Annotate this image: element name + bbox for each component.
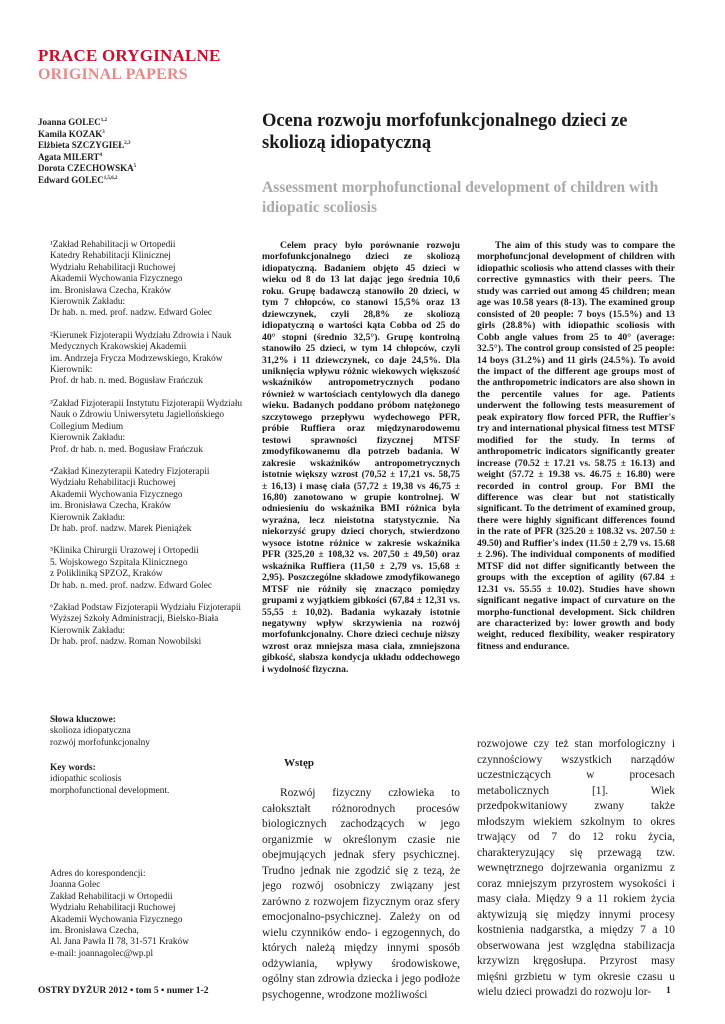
abstract-en: The aim of this study was to compare the morphofuncjonal development of children with idiopathic scoliosis who attend classes with their corrective gymnastics with their peers. The study was carried out among 45 children; mean age was 10.58 years (8-13). The examined group consisted of 20 people: 7 boys (15.5%) and 13 girls (28.8%) with idiopathic scoliosis with Cobb angle values from 25 to 40° (average: 32.5°). The control group consisted of 25 people: 14 boys (31.2%) and 11 girls (24.5%). To avoid the impact of the different age groups most of the anthropometric indicators are also shown in the percentile values for age. Patients underwent the following tests measurement of peak expiratory flow forced PFR, the Ruffier's try and international physical fitness test MTSF modified for the study. In terms of anthropometric indicators significantly greater increase (70.52 ± 17.21 vs. 58.75 ± 16.13) and weight (57.72 ± 19.38 vs. 46.75 ± 16.80) were recorded in control group. For BMI the difference was clear but not statistically significant. To the detriment of examined group, there were highly significant differences found in the rate of PFR (325.20 ± 108.32 vs. 207.50 ± 49.50) and Ruffier's index (11.50 ± 2,79 vs. 15.68 ± 2.96). The individual components of modified MTSF did not differ significantly between the groups with the exception of agility (67.84 ± 12.31 vs. 55.55 ± 10.02). Studies have shown significant negative impact of curvature on the morpho-functional development. Sick children are characterized by: lower growth and body weight, reduced flexibility, weaker respiratory fitness and endurance. [477,240,675,652]
article-title-en: Assessment morphofunctional development of children with idiopatic scoliosis [262,179,659,216]
affiliation: ³Zakład Fizjoterapii Instytutu Fizjoterapii Wydziału Nauk o Zdrowiu Uniwersytetu Jagiellońskiego Collegium Medium Kierownik Zakładu: Prof. dr hab. n. med. Bogusław Frańczuk [50,398,243,455]
correspondence-address: Adres do korespondencji: Joanna Golec Zakład Rehabilitacji w Ortopedii Wydziału Rehabilitacji Ruchowej Akademii Wychowania Fizycznego im. Bronisława Czecha, Al. Jana Pawła II 78, 31-571 Kraków e-mail: joannagolec@wp.pl [50,869,189,959]
affiliation: ⁶Zakład Podstaw Fizjoterapii Wydziału Fizjoterapii Wyższej Szkoły Administracji, Bielsko-Biała Kierownik Zakładu: Dr hab. prof. nadzw. Roman Nowobilski [50,602,241,648]
article-title-pl: Ocena rozwoju morfofunkcjonalnego dzieci ze skoliozą idiopatyczną [262,111,628,153]
affiliation: ²Kierunek Fizjoterapii Wydziału Zdrowia i Nauk Medycznych Krakowskiej Akademii im. Andrzeja Frycza Modrzewskiego, Kraków Kierownik: Prof. dr hab. n. med. Bogusław Frańczuk [50,330,232,387]
author: Joanna GOLEC$^{1,2}$ [38,117,108,127]
journal-footer: OSTRY DYŻUR 2012 • tom 5 • numer 1-2 [38,986,209,996]
intro-text-left: Rozwój fizyczny człowieka to całokształt różnorodnych procesów biologicznych zachodzących w jego organizmie w określonym czasie nie obejmujących jednak sfery psychicznej. Trudno jednak nie zgodzić się z tezą, że jego rozwój osobniczy związany jest zarówno z rozwojem fizycznym oraz sfery emocjonalno-psychicznej. Zależy on od wielu czynników endo- i egzogennych, do których należą między innymi sposób odżywiania, wpływy środowiskowe, ogólny stan zdrowia dziecka i jego podłoże psychogenne, wrodzone możliwości [262,787,460,1001]
keywords-en-text: idiopathic scoliosis morphofunctional development. [50,774,170,796]
author-list [38,116,136,186]
affiliation: ⁵Klinika Chirurgii Urazowej i Ortopedii 5. Wojskowego Szpitala Klinicznego z Polikliniką SPZOZ, Kraków Dr hab. n. med. prof. nadzw. Edward Golec [50,546,213,591]
affiliation: ¹Zakład Rehabilitacji w Ortopedii Katedry Rehabilitacji Klinicznej Wydziału Rehabilitacji Ruchowej Akademii Wychowania Fizycznego im. Bronisława Czecha, Kraków Kierownik Zakładu: Dr hab. n. med. prof. nadzw. Edward Golec [50,240,213,319]
author: Elżbieta SZCZYGIEŁ$^{2,3}$ [38,140,131,151]
author: Dorota CZECHOWSKA$^5$ [38,163,137,174]
author: Agata MILERT$^4$ [38,151,102,162]
section-label-en: ORIGINAL PAPERS [38,66,188,83]
keywords-pl [50,715,260,749]
author: Kamila KOZAK$^3$ [38,128,105,139]
keywords-en [50,763,260,797]
intro-text-right: rozwojowe czy też stan morfologiczny i czynnościowy wszystkich narządów uczestniczących w procesach metabolicznych [1]. Wiek przedpokwitaniowy zwany także młodszym wiekiem szkolnym to okres trwający od 7 do 12 roku życia, charakteryzujący się przewagą tzw. wewnętrznego dojrzewania organizmu z coraz mniejszym przyrostem wysokości i masy ciała. Między 9 a 11 rokiem życia aktywizują się między innymi procesy kostnienia nadgarstka, a między 7 a 10 obserwowana jest względna stabilizacja krzywizn kręgosłupa. Przyrost masy mięśni grzbietu w tym okresie czasu u wielu dzieci prowadzi do rozwoju lor- [477,738,675,998]
affiliation: ⁴Zakład Kinezyterapii Katedry Fizjoterapii Wydziału Rehabilitacji Ruchowej Akademii Wychowania Fizycznego im. Bronisława Czecha, Kraków Kierownik Zakładu: Dr hab. prof. nadzw. Marek Pieniążek [50,466,210,534]
author: Edward GOLEC$^{1,5,6,2}$ [38,174,118,185]
keywords-en-label: Key words: [50,763,96,773]
section-label-pl: PRACE ORYGINALNE [38,46,221,65]
keywords-pl-text: skolioza idiopatyczna rozwój morfofunkcjonalny [50,726,150,748]
keywords-pl-label: Słowa kluczowe: [50,715,116,725]
page-number: 1 [666,986,671,996]
abstract-pl: Celem pracy było porównanie rozwoju morfofunkcjonalnego dzieci ze skoliozą idiopatyczną. Badaniem objęto 45 dzieci w wieku od 8 do 13 lat dając jego średnia 10,6 roku. Grupę badawczą stanowiło 20 dzieci, w tym 7 chłopców, co stanowi 15,5% oraz 13 dziewczynek, czyli 28,8% ze skoliozą idiopatyczną o wartości kąta Cobba od 25 do 40° stopni (średnio 32,5°). Grupę kontrolną stanowiło 25 dzieci, w tym 14 chłopców, czyli 31,2% i 11 dziewczynek, co daje 24,5%. Dla uniknięcia wpływu różnic wiekowych większość wskaźników antropometrycznych podano również w wartościach centylowych dla danego wieku. Badanych poddano próbom natężonego szczytowego przepływu wydechowego PFR, próbie Ruffiera oraz międzynarodowemu testowi sprawności fizycznej MTSF zmodyfikowanemu dla potrzeb badania. W zakresie wskaźników antropometrycznych istotnie większy wzrost (70,52 ± 17,21 vs. 58,75 ± 16,13) i masę ciała (57,72 ± 19,38 vs 46,75 ± 16,80) zanotowano w grupie kontrolnej. W odniesieniu do wskaźnika BMI różnica była wyraźna, lecz nieistotna statystycznie. Na niekorzyść grupy dzieci chorych, stwierdzono wysoce istotne różnice w zakresie wskaźnika PFR (325,20 ± 108,32 vs. 207,50 ± 49,50) oraz wskaźnika Ruffiera (11,50 ± 2,79 vs. 15,68 ± 2,95). Poszczególne składowe zmodyfikowanego MTSF nie różniły się znacząco pomiędzy grupami z wyjątkiem gibkości (67,84 ± 12,31 vs. 55,55 ± 10,02). Badania wykazały istotnie negatywny wpływ skrzywienia na rozwój morfofunkcjonalny. Chore dzieci cechuje niższy wzrost oraz mniejsza masa ciała, zmniejszona gibkość, słabsza kondycja układu oddechowego i wydolność fizyczna. [262,240,460,675]
intro-heading: Wstęp [284,757,314,769]
affiliations [50,240,260,660]
